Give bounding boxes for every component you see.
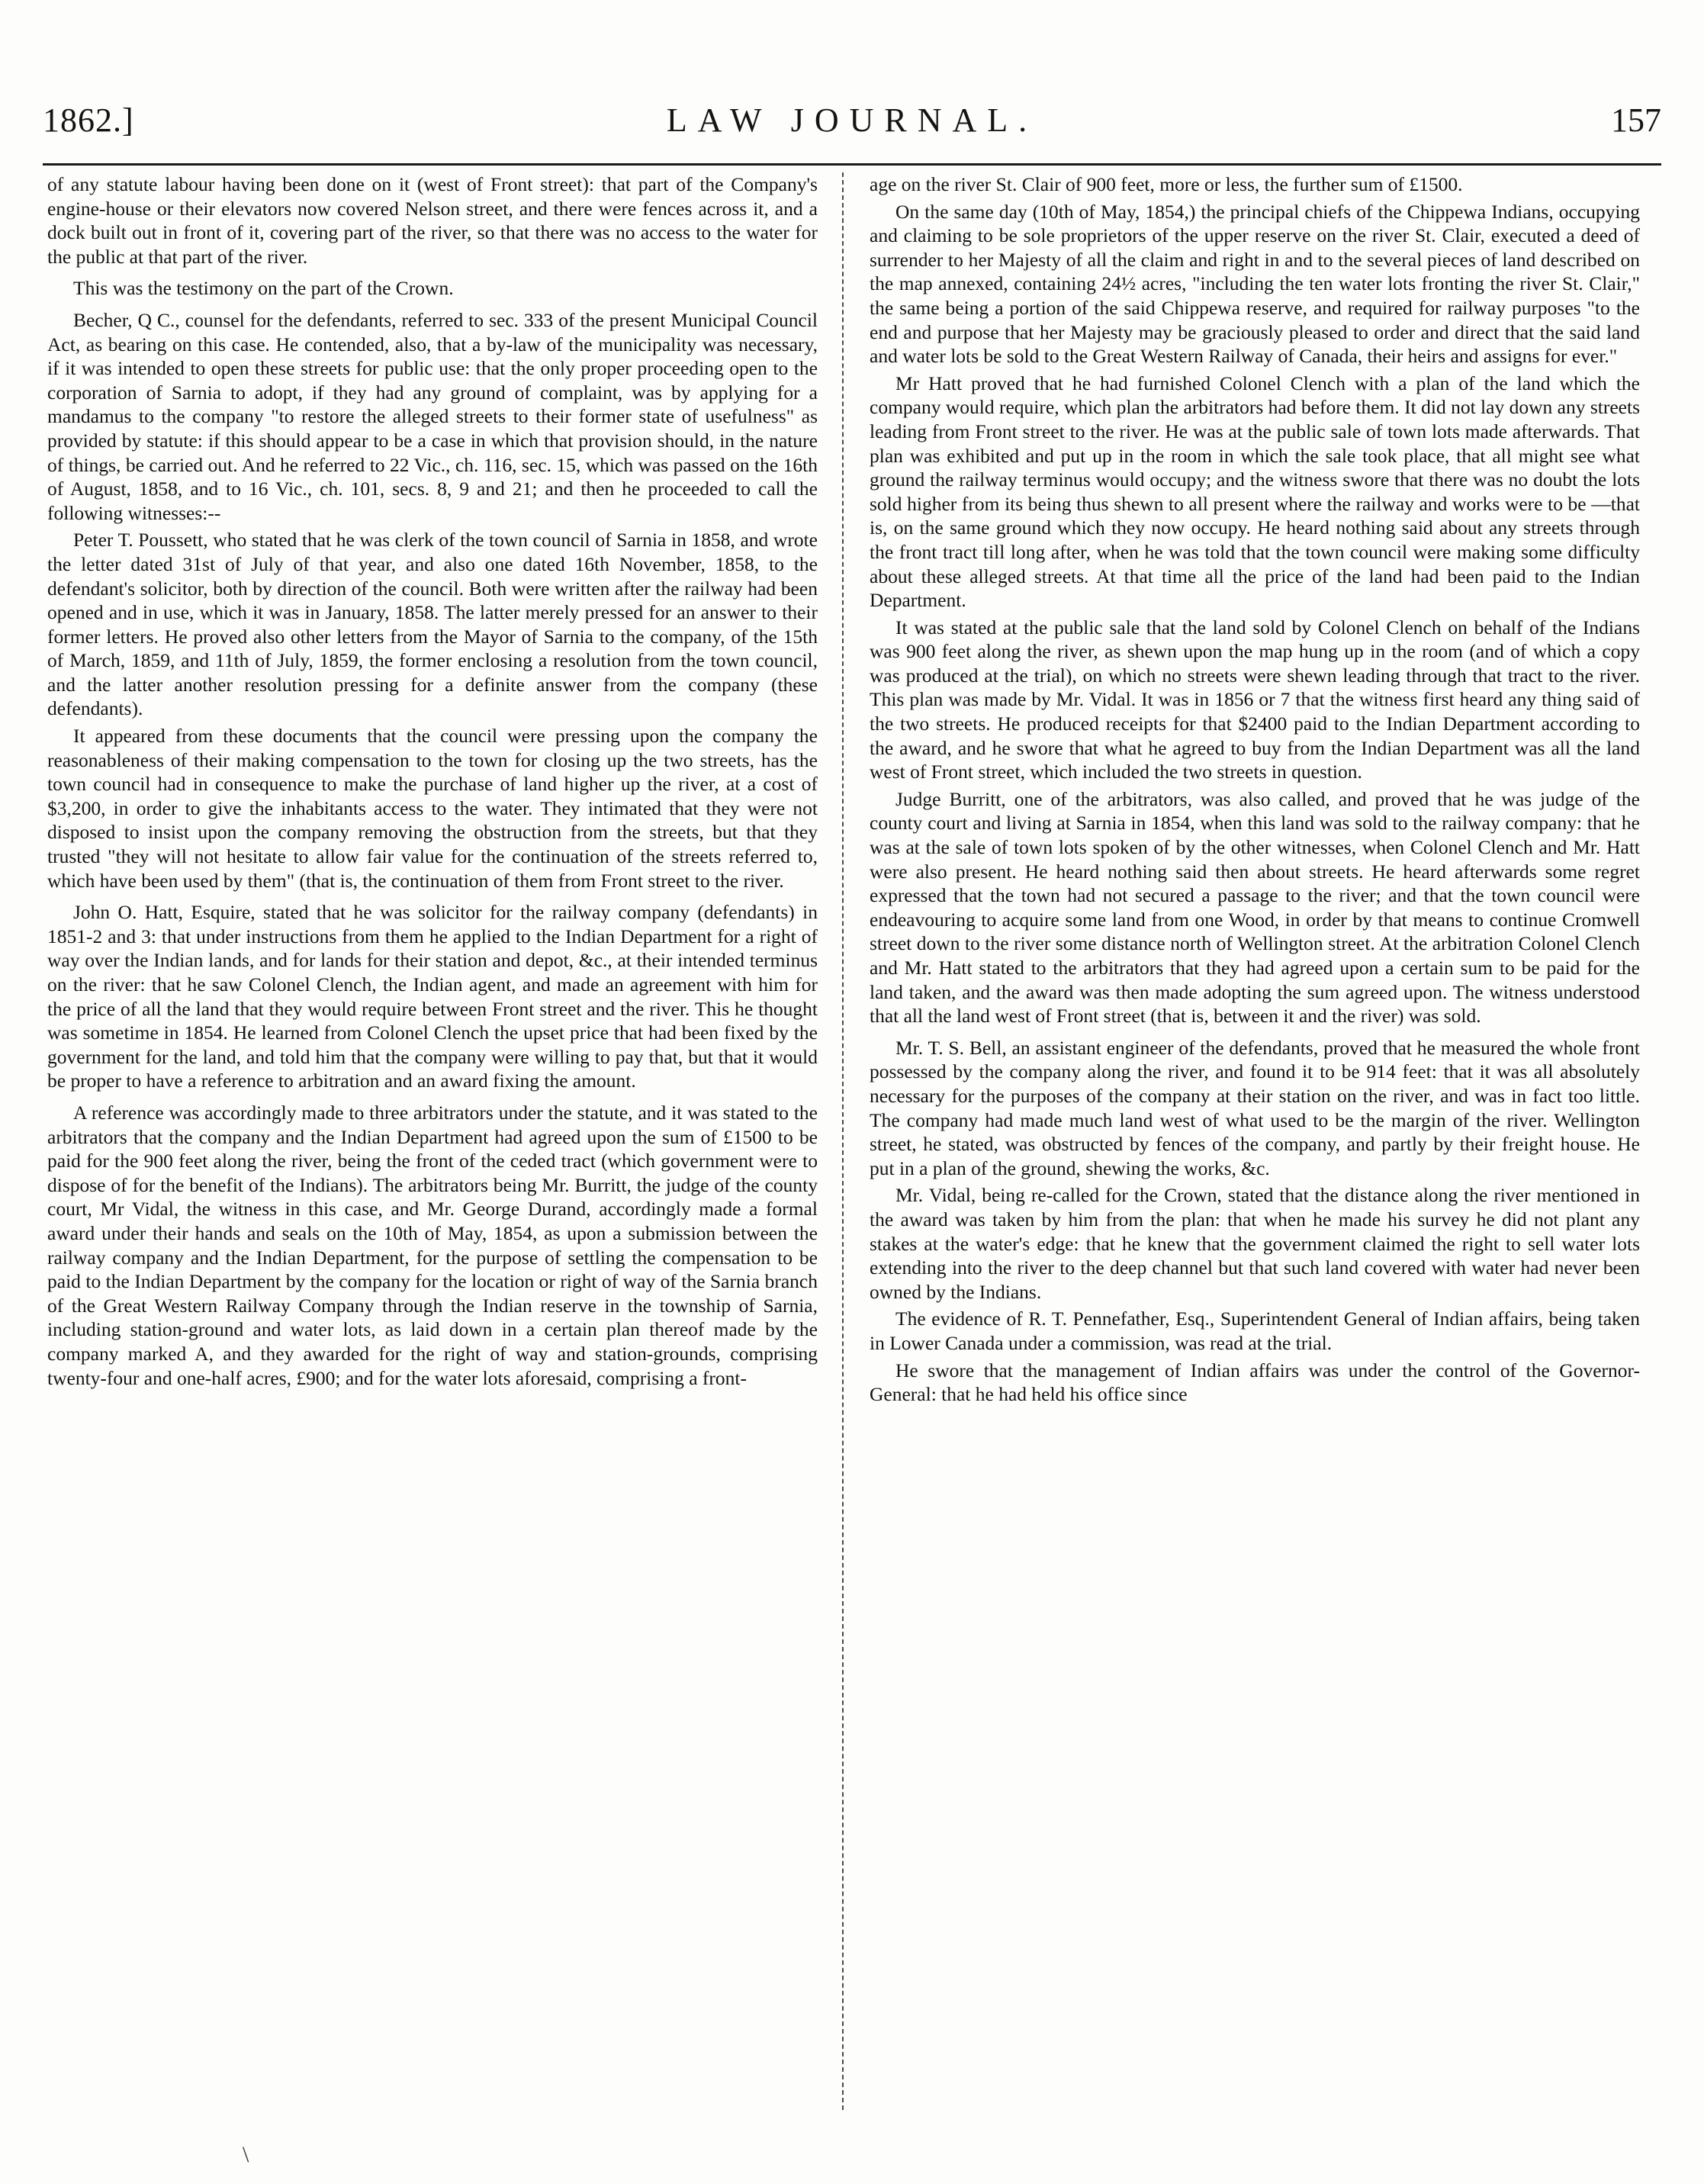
paragraph: John O. Hatt, Esquire, stated that he was solicitor for the railway company (defendants) in 1851-2 and 3: that under instructions from them he applied to the Indian Department for a right of way over the Indian lands, and for lands for their station and depot, &c., at their intended terminus on the river: that he saw Colonel Clench, the Indian agent, and made an agreement with him for the price of all the land that they would require between Front street and the river. This he thought was sometime in 1854. He learned from Colonel Clench the upset price that had been fixed by the government for the land, and told him that the company were willing to pay that, but that it would be proper to have a reference to arbitration and an award fixing the amount. <box>47 901 818 1092</box>
column-divider <box>842 172 844 2110</box>
header-page-number: 157 <box>1611 101 1661 139</box>
paragraph: It appeared from these documents that the council were pressing upon the company the reasonableness of their making compensation to the town for closing up the two streets, has the town council had in consequence to make the purchase of land higher up the river, at a cost of $3,200, in order to give the inhabitants access to the water. They intimated that they were not disposed to insist upon the company removing the obstruction from the streets, but that they trusted "they will not hesitate to allow fair value for the continuation of the streets referred to, which have been used by them" (that is, the continuation of them from Front street to the river. <box>47 725 818 892</box>
paragraph: A reference was accordingly made to three arbitrators under the statute, and it was stated to the arbitrators that the company and the Indian Department had agreed upon the sum of £1500 to be paid for the 900 feet along the river, being the front of the ceded tract (which government were to dispose of for the benefit of the Indians). The arbitrators being Mr. Burritt, the judge of the county court, Mr Vidal, the witness in this case, and Mr. George Durand, accordingly made a formal award under their hands and seals on the 10th of May, 1854, as upon a submission between the railway company and the Indian Department, for the purpose of settling the compensation to be paid to the Indian Department by the company for the location or right of way of the Sarnia branch of the Great Western Railway Company through the Indian reserve in the township of Sarnia, including station-ground and water lots, as laid down in a certain plan thereof made by the company marked A, and they awarded for the right of way and station-grounds, comprising twenty-four and one-half acres, £900; and for the water lots aforesaid, comprising a front- <box>47 1101 818 1389</box>
paragraph: Mr. T. S. Bell, an assistant engineer of the defendants, proved that he measured the whole front possessed by the company along the river, and found it to be 914 feet: that it was all absolutely necessary for the purposes of the company at their station on the river, and was in fact too little. The company had made much land west of what used to be the margin of the river. Wellington street, he stated, was obstructed by fences of the company, and partly by their freight house. He put in a plan of the ground, shewing the works, &c. <box>870 1036 1640 1179</box>
paragraph: Mr. Vidal, being re-called for the Crown, stated that the distance along the river mentioned in the award was taken by him from the plan: that when he made his survey he did not plant any stakes at the water's edge: that he knew that the government claimed the right to sell water lots extending into the river to the deep channel but that such land covered with water had never been owned by the Indians. <box>870 1184 1640 1303</box>
right-column <box>870 172 1640 2102</box>
paragraph: On the same day (10th of May, 1854,) the principal chiefs of the Chippewa Indians, occupying and claiming to be sole proprietors of the upper reserve on the river St. Clair, executed a deed of surrender to her Majesty of all the claim and right in and to the several pieces of land described on the map annexed, containing 24½ acres, "including the ten water lots fronting the river St. Clair," the same being a portion of the said Chippewa reserve, and required for railway purposes "to the end and purpose that her Majesty may be graciously pleased to order and direct that the said land and water lots be sold to the Great Western Railway of Canada, their heirs and assigns for ever." <box>870 200 1640 368</box>
paragraph: Becher, Q C., counsel for the defendants, referred to sec. 333 of the present Municipal Council Act, as bearing on this case. He contended, also, that a by-law of the municipality was necessary, if it was intended to open these streets for public use: that the only proper proceeding open to the corporation of Sarnia to adopt, if they had any ground of complaint, was by applying for a mandamus to the company "to restore the alleged streets to their former state of usefulness" as provided by statute: if this should appear to be a case in which that provision should, in the nature of things, be carried out. And he referred to 22 Vic., ch. 116, sec. 15, which was passed on the 16th of August, 1858, and to 16 Vic., ch. 101, secs. 8, 9 and 21; and then he proceeded to call the following witnesses:-- <box>47 308 818 524</box>
paragraph: The evidence of R. T. Pennefather, Esq., Superintendent General of Indian affairs, being taken in Lower Canada under a commission, was read at the trial. <box>870 1308 1640 1354</box>
paragraph: Judge Burritt, one of the arbitrators, was also called, and proved that he was judge of the county court and living at Sarnia in 1854, when this land was sold to the railway company: that he was at the sale of town lots spoken of by the other witnesses, when Colonel Clench and Mr. Hatt were also present. He heard nothing said then about streets. He heard afterwards some regret expressed that the town had not secured a passage to the river; and that the town council were endeavouring to acquire some land from one Wood, in order by that means to continue Cromwell street down to the river some distance north of Wellington street. At the arbitration Colonel Clench and Mr. Hatt stated to the arbitrators that they had agreed upon a certain sum to be paid for the land taken, and the award was then made adopting the sum agreed upon. The witness understood that all the land west of Front street (that is, between it and the river) was sold. <box>870 787 1640 1028</box>
header-year: 1862.] <box>43 101 134 139</box>
margin-mark: \ <box>243 2142 249 2167</box>
paragraph: This was the testimony on the part of the Crown. <box>73 277 454 300</box>
header-rule <box>43 163 1661 166</box>
page-header <box>43 101 1661 150</box>
paragraph: Mr Hatt proved that he had furnished Colonel Clench with a plan of the land which the company would require, which plan the arbitrators had before them. It did not lay down any streets leading from Front street to the river. He was at the public sale of town lots made afterwards. That plan was exhibited and put up in the room in which the sale took place, that all might see what ground the railway terminus would occupy; and the witness swore that there was no doubt the lots sold higher from its being thus shewn to all present where the railway and works were to be —that is, on the same ground which they now occupy. He heard nothing said about any streets through the front tract till long after, when he was told that the town council were making some difficulty about these alleged streets. At that time all the price of the land had been paid to the Indian Department. <box>870 372 1640 612</box>
paragraph: age on the river St. Clair of 900 feet, more or less, the further sum of £1500. <box>870 173 1463 195</box>
paragraph: Peter T. Poussett, who stated that he was clerk of the town council of Sarnia in 1858, and wrote the letter dated 31st of July of that year, and also one dated 16th November, 1858, to the defendant's solicitor, both by direction of the council. Both were written after the railway had been opened and in use, which it was in January, 1858. The latter merely pressed for an answer to their former letters. He proved also other letters from the Mayor of Sarnia to the company, of the 15th of March, 1859, and 11th of July, 1859, the former enclosing a resolution from the town council, and the latter another resolution pressing for a definite answer from the company (these defendants). <box>47 529 818 720</box>
paragraph: of any statute labour having been done on it (west of Front street): that part of the Company's engine-house or their elevators now covered Nelson street, and there were fences across it, and a dock built out in front of it, covering part of the river, so that there was no access to the water for the public at that part of the river. <box>47 173 818 268</box>
header-title: LAW JOURNAL. <box>666 101 1038 139</box>
paragraph: It was stated at the public sale that the land sold by Colonel Clench on behalf of the Indians was 900 feet along the river, as shewn upon the map hung up in the room (and of which a copy was produced at the trial), on which no streets were shewn leading through that tract to the river. This plan was made by Mr. Vidal. It was in 1856 or 7 that the witness first heard any thing said of the two streets. He produced receipts for that $2400 paid to the Indian Department according to the award, and he swore that what he agreed to buy from the Indian Department was all the land west of Front street, which included the two streets in question. <box>870 616 1640 783</box>
paragraph: He swore that the management of Indian affairs was under the control of the Governor-General: that he had held his office since <box>870 1359 1640 1406</box>
left-column <box>47 172 818 2102</box>
